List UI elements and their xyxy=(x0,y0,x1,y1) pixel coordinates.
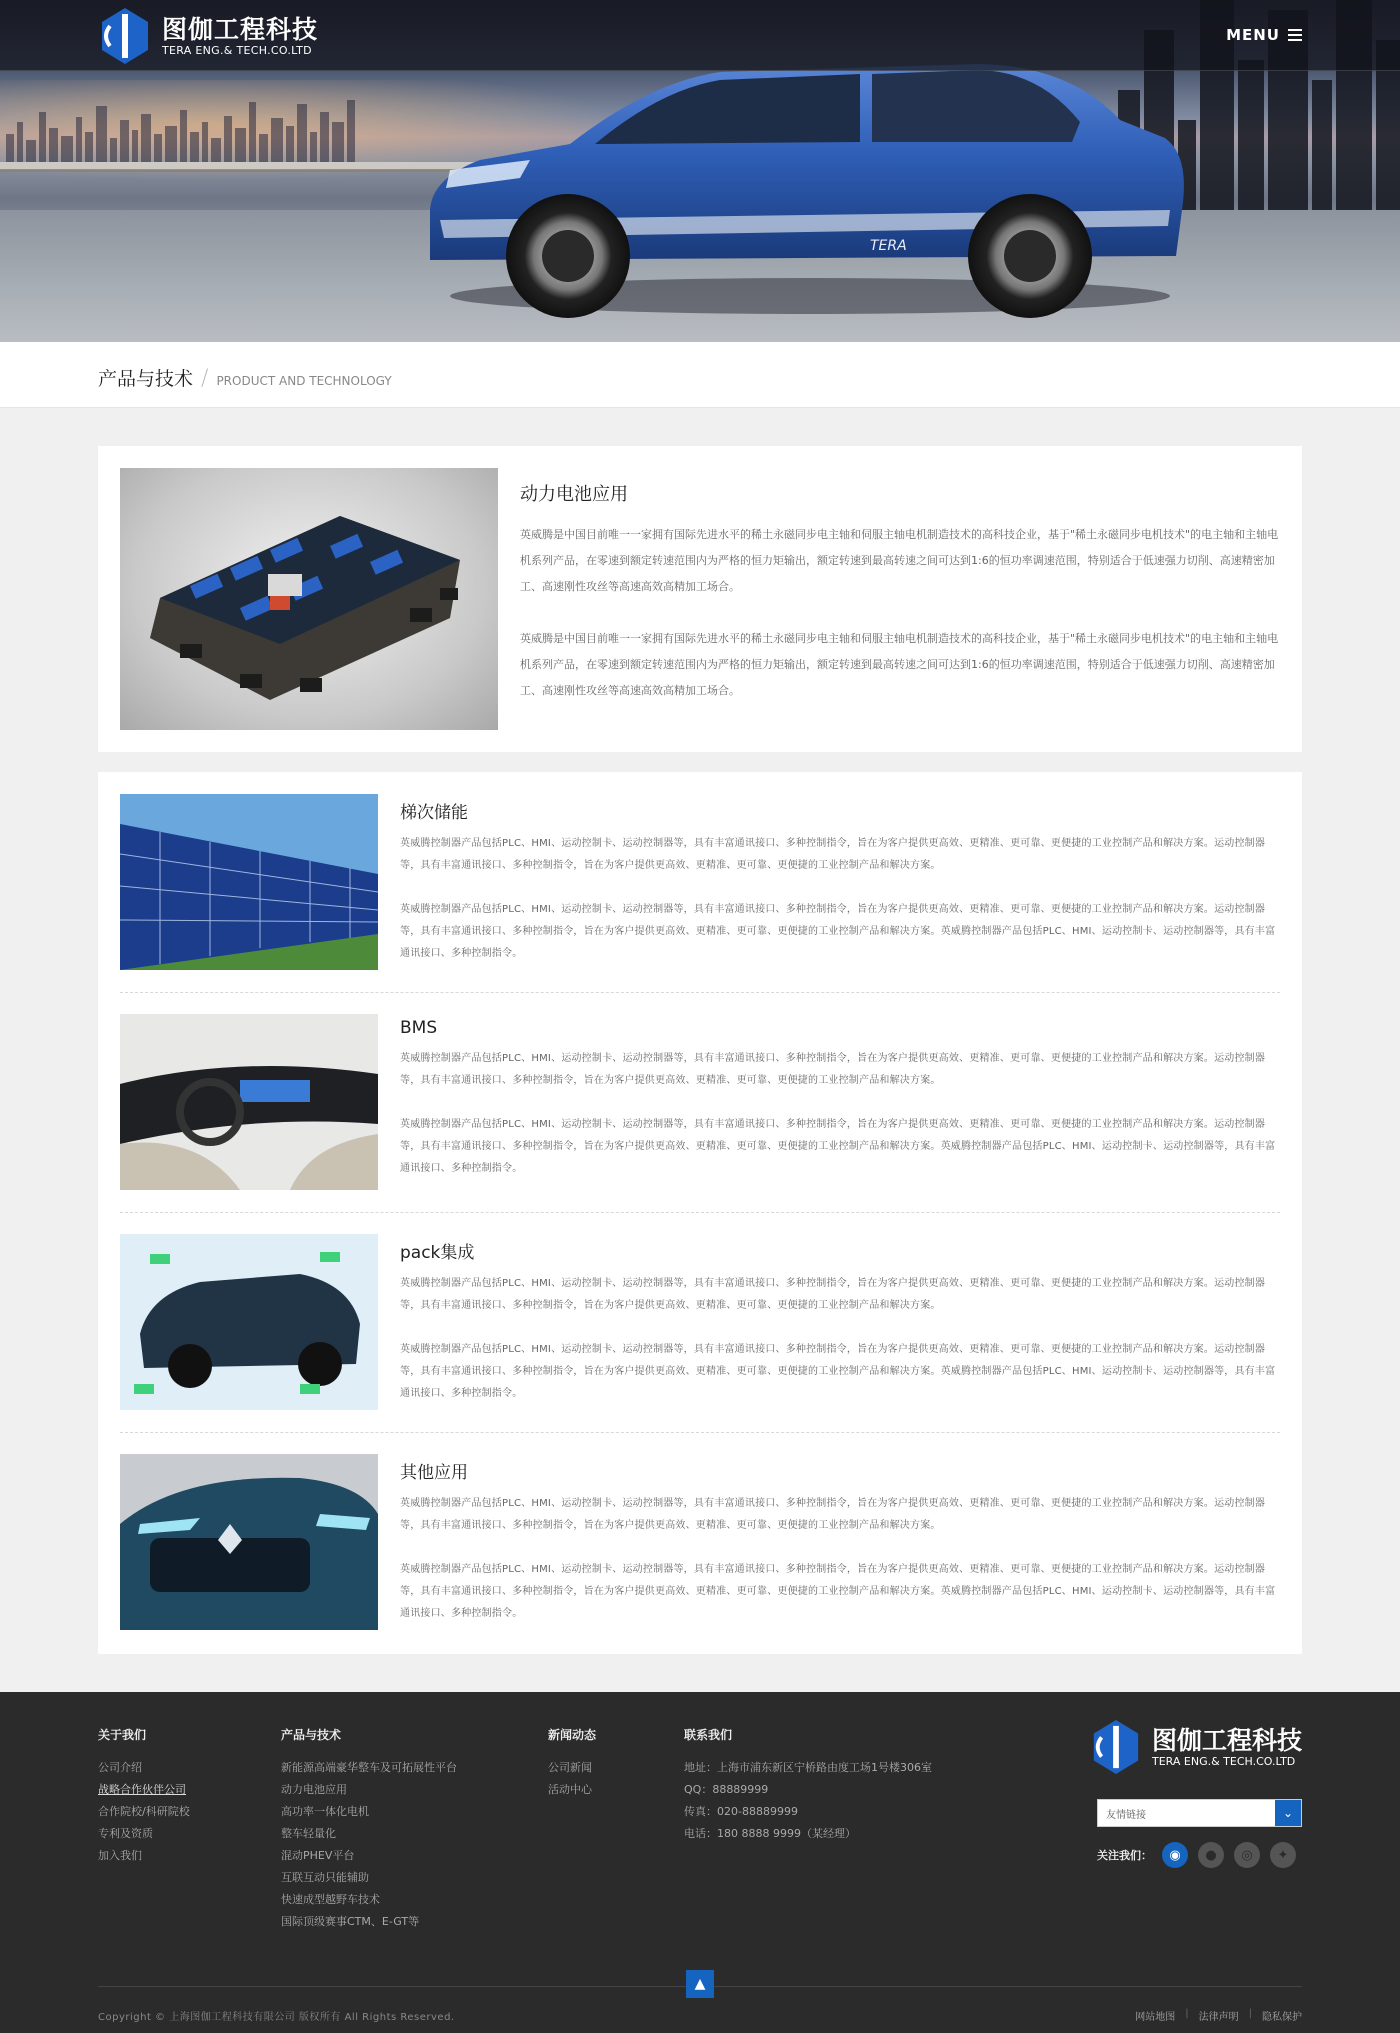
featured-product-card xyxy=(98,446,1302,752)
wechat-icon[interactable]: ◉ xyxy=(1162,1842,1188,1868)
product-list-card xyxy=(98,772,1302,1654)
sitemap-link[interactable]: 网站地图 xyxy=(1135,2012,1176,2023)
hamburger-icon xyxy=(1288,29,1302,41)
contact-address: 地址：上海市浦东新区宁桥路由度工场1号楼306室 xyxy=(684,1761,932,1774)
footer-logo[interactable] xyxy=(1090,1720,1302,1774)
logo-title: 图伽工程科技 xyxy=(162,14,319,44)
product-title[interactable]: BMS xyxy=(400,1018,438,1038)
contact-phone: 电话：180 8888 9999（某经理） xyxy=(684,1827,856,1840)
privacy-link[interactable]: 隐私保护 xyxy=(1262,2012,1302,2023)
concept-car-image[interactable] xyxy=(120,1454,378,1630)
copyright: Copyright © 上海图伽工程科技有限公司 版权所有 All Rights Reserved. xyxy=(98,2012,455,2023)
footer-heading: 产品与技术 xyxy=(281,1728,342,1742)
footer-link[interactable]: 高功率一体化电机 xyxy=(281,1805,369,1818)
divider xyxy=(120,1432,1280,1433)
product-desc: 英威腾控制器产品包括PLC、HMI、运动控制卡、运动控制器等，具有丰富通讯接口、多种控制指令，旨在为客户提供更高效、更精准、更可靠、更便捷的工业控制产品和解决方案。运动控制器等，具有丰富通讯接口、多种控制指令，旨在为客户提供更高效、更精准、更可靠、更便捷的工业控制产品和解决方案。 xyxy=(400,838,1266,871)
link-separator: | xyxy=(1248,2008,1252,2019)
footer-link[interactable]: 战略合作伙伴公司 xyxy=(98,1783,186,1796)
footer-contact xyxy=(684,1726,932,1845)
chevron-down-icon[interactable]: ⌄ xyxy=(1275,1800,1301,1826)
featured-paragraph: 英威腾是中国目前唯一一家拥有国际先进水平的稀土永磁同步电主轴和伺服主轴电机制造技术的高科技企业，基于"稀土永磁同步电机技术"的电主轴和主轴电机系列产品，在零速到额定转速范围内为严格的恒力矩输出，额定转速到最高转速之间可达到1:6的恒功率调速范围，特别适合于低速强力切削、高速精密加工、高速刚性攻丝等高速高效高精加工场合。 xyxy=(520,528,1279,593)
featured-paragraph: 英威腾是中国目前唯一一家拥有国际先进水平的稀土永磁同步电主轴和伺服主轴电机制造技术的高科技企业，基于"稀土永磁同步电机技术"的电主轴和主轴电机系列产品，在零速到额定转速范围内为严格的恒力矩输出，额定转速到最高转速之间可达到1:6的恒功率调速范围，特别适合于低速强力切削、高速精密加工、高速刚性攻丝等高速高效高精加工场合。 xyxy=(520,632,1279,697)
breadcrumb-separator: / xyxy=(201,366,209,391)
footer-link[interactable]: 动力电池应用 xyxy=(281,1783,347,1796)
logo-icon xyxy=(98,8,152,64)
footer-link[interactable]: 合作院校/科研院校 xyxy=(98,1805,190,1818)
footer-link[interactable]: 混动PHEV平台 xyxy=(281,1849,355,1862)
social-follow xyxy=(1097,1842,1296,1868)
friend-links-select[interactable] xyxy=(1097,1799,1302,1827)
product-title[interactable]: pack集成 xyxy=(400,1243,475,1263)
follow-label: 关注我们： xyxy=(1097,1849,1152,1862)
car-interior-image[interactable] xyxy=(120,1014,378,1190)
footer-link[interactable]: 互联互动只能辅助 xyxy=(281,1871,369,1884)
top-navigation-bar xyxy=(0,0,1400,71)
list-item xyxy=(120,1234,1280,1410)
divider xyxy=(120,1212,1280,1213)
product-desc: 英威腾控制器产品包括PLC、HMI、运动控制卡、运动控制器等，具有丰富通讯接口、多种控制指令，旨在为客户提供更高效、更精准、更可靠、更便捷的工业控制产品和解决方案。运动控制器等，具有丰富通讯接口、多种控制指令，旨在为客户提供更高效、更精准、更可靠、更便捷的工业控制产品和解决方案。英威腾控制器产品包括PLC、HMI、运动控制卡、运动控制器等，具有丰富通讯接口、多种控制指令。 xyxy=(400,1119,1276,1174)
footer-link[interactable]: 加入我们 xyxy=(98,1849,142,1862)
product-desc: 英威腾控制器产品包括PLC、HMI、运动控制卡、运动控制器等，具有丰富通讯接口、多种控制指令，旨在为客户提供更高效、更精准、更可靠、更便捷的工业控制产品和解决方案。运动控制器等，具有丰富通讯接口、多种控制指令，旨在为客户提供更高效、更精准、更可靠、更便捷的工业控制产品和解决方案。英威腾控制器产品包括PLC、HMI、运动控制卡、运动控制器等，具有丰富通讯接口、多种控制指令。 xyxy=(400,904,1276,959)
qq-icon[interactable]: ● xyxy=(1198,1842,1224,1868)
link-separator: | xyxy=(1185,2008,1189,2019)
product-desc: 英威腾控制器产品包括PLC、HMI、运动控制卡、运动控制器等，具有丰富通讯接口、多种控制指令，旨在为客户提供更高效、更精准、更可靠、更便捷的工业控制产品和解决方案。运动控制器等，具有丰富通讯接口、多种控制指令，旨在为客户提供更高效、更精准、更可靠、更便捷的工业控制产品和解决方案。 xyxy=(400,1278,1266,1311)
list-item xyxy=(120,794,1280,970)
breadcrumb xyxy=(98,364,392,391)
pack-car-image[interactable] xyxy=(120,1234,378,1410)
footer-link[interactable]: 活动中心 xyxy=(548,1783,592,1796)
car-badge: TERA xyxy=(870,238,907,254)
divider xyxy=(120,992,1280,993)
share-icon[interactable]: ✦ xyxy=(1270,1842,1296,1868)
footer-link[interactable]: 公司新闻 xyxy=(548,1761,592,1774)
site-logo[interactable] xyxy=(98,8,318,64)
product-title[interactable]: 梯次储能 xyxy=(400,803,468,823)
list-item xyxy=(120,1454,1280,1630)
footer-link[interactable]: 专利及资质 xyxy=(98,1827,153,1840)
product-title[interactable]: 其他应用 xyxy=(400,1463,468,1483)
footer-link[interactable]: 新能源高端豪华整车及可拓展性平台 xyxy=(281,1761,457,1774)
section-title: 产品与技术 xyxy=(98,368,194,390)
product-desc: 英威腾控制器产品包括PLC、HMI、运动控制卡、运动控制器等，具有丰富通讯接口、多种控制指令，旨在为客户提供更高效、更精准、更可靠、更便捷的工业控制产品和解决方案。运动控制器等，具有丰富通讯接口、多种控制指令，旨在为客户提供更高效、更精准、更可靠、更便捷的工业控制产品和解决方案。 xyxy=(400,1053,1266,1086)
section-subtitle: PRODUCT AND TECHNOLOGY xyxy=(216,374,392,388)
battery-pack-image[interactable] xyxy=(120,468,498,730)
legal-link[interactable]: 法律声明 xyxy=(1198,2012,1239,2023)
menu-label: MENU xyxy=(1226,26,1280,44)
logo-subtitle: TERA ENG.& TECH.CO.LTD xyxy=(162,43,312,57)
footer-legal-links xyxy=(1135,2008,1302,2023)
product-desc: 英威腾控制器产品包括PLC、HMI、运动控制卡、运动控制器等，具有丰富通讯接口、多种控制指令，旨在为客户提供更高效、更精准、更可靠、更便捷的工业控制产品和解决方案。运动控制器等，具有丰富通讯接口、多种控制指令，旨在为客户提供更高效、更精准、更可靠、更便捷的工业控制产品和解决方案。英威腾控制器产品包括PLC、HMI、运动控制卡、运动控制器等，具有丰富通讯接口、多种控制指令。 xyxy=(400,1344,1276,1399)
footer-news xyxy=(548,1726,596,1801)
hero-banner xyxy=(0,0,1400,342)
product-desc: 英威腾控制器产品包括PLC、HMI、运动控制卡、运动控制器等，具有丰富通讯接口、多种控制指令，旨在为客户提供更高效、更精准、更可靠、更便捷的工业控制产品和解决方案。运动控制器等，具有丰富通讯接口、多种控制指令，旨在为客户提供更高效、更精准、更可靠、更便捷的工业控制产品和解决方案。 xyxy=(400,1498,1266,1531)
footer-logo-subtitle: TERA ENG.& TECH.CO.LTD xyxy=(1152,1754,1296,1768)
footer-link[interactable]: 快速成型越野车技术 xyxy=(281,1893,380,1906)
footer-products xyxy=(281,1726,457,1933)
contact-fax: 传真：020-88889999 xyxy=(684,1805,798,1818)
footer-link[interactable]: 公司介绍 xyxy=(98,1761,142,1774)
footer-heading: 新闻动态 xyxy=(548,1728,597,1742)
footer-heading: 联系我们 xyxy=(684,1728,733,1742)
site-footer xyxy=(0,1692,1400,2033)
footer-heading: 关于我们 xyxy=(98,1728,147,1742)
footer-link[interactable]: 国际顶级赛事CTM、E-GT等 xyxy=(281,1915,420,1928)
solar-panel-image[interactable] xyxy=(120,794,378,970)
footer-logo-title: 图伽工程科技 xyxy=(1152,1725,1303,1755)
list-item xyxy=(120,1014,1280,1190)
product-desc: 英威腾控制器产品包括PLC、HMI、运动控制卡、运动控制器等，具有丰富通讯接口、多种控制指令，旨在为客户提供更高效、更精准、更可靠、更便捷的工业控制产品和解决方案。运动控制器等，具有丰富通讯接口、多种控制指令，旨在为客户提供更高效、更精准、更可靠、更便捷的工业控制产品和解决方案。英威腾控制器产品包括PLC、HMI、运动控制卡、运动控制器等，具有丰富通讯接口、多种控制指令。 xyxy=(400,1564,1276,1619)
featured-title[interactable]: 动力电池应用 xyxy=(520,484,628,505)
footer-about xyxy=(98,1726,190,1867)
contact-qq: QQ：88889999 xyxy=(684,1783,769,1796)
friend-links-value: 友情链接 xyxy=(1106,1809,1146,1821)
suv-car-image xyxy=(420,60,1190,320)
menu-button[interactable] xyxy=(1226,26,1302,44)
back-to-top-icon[interactable]: ▲ xyxy=(686,1970,714,1998)
weibo-icon[interactable]: ◎ xyxy=(1234,1842,1260,1868)
footer-link[interactable]: 整车轻量化 xyxy=(281,1827,336,1840)
logo-icon xyxy=(1090,1720,1142,1774)
